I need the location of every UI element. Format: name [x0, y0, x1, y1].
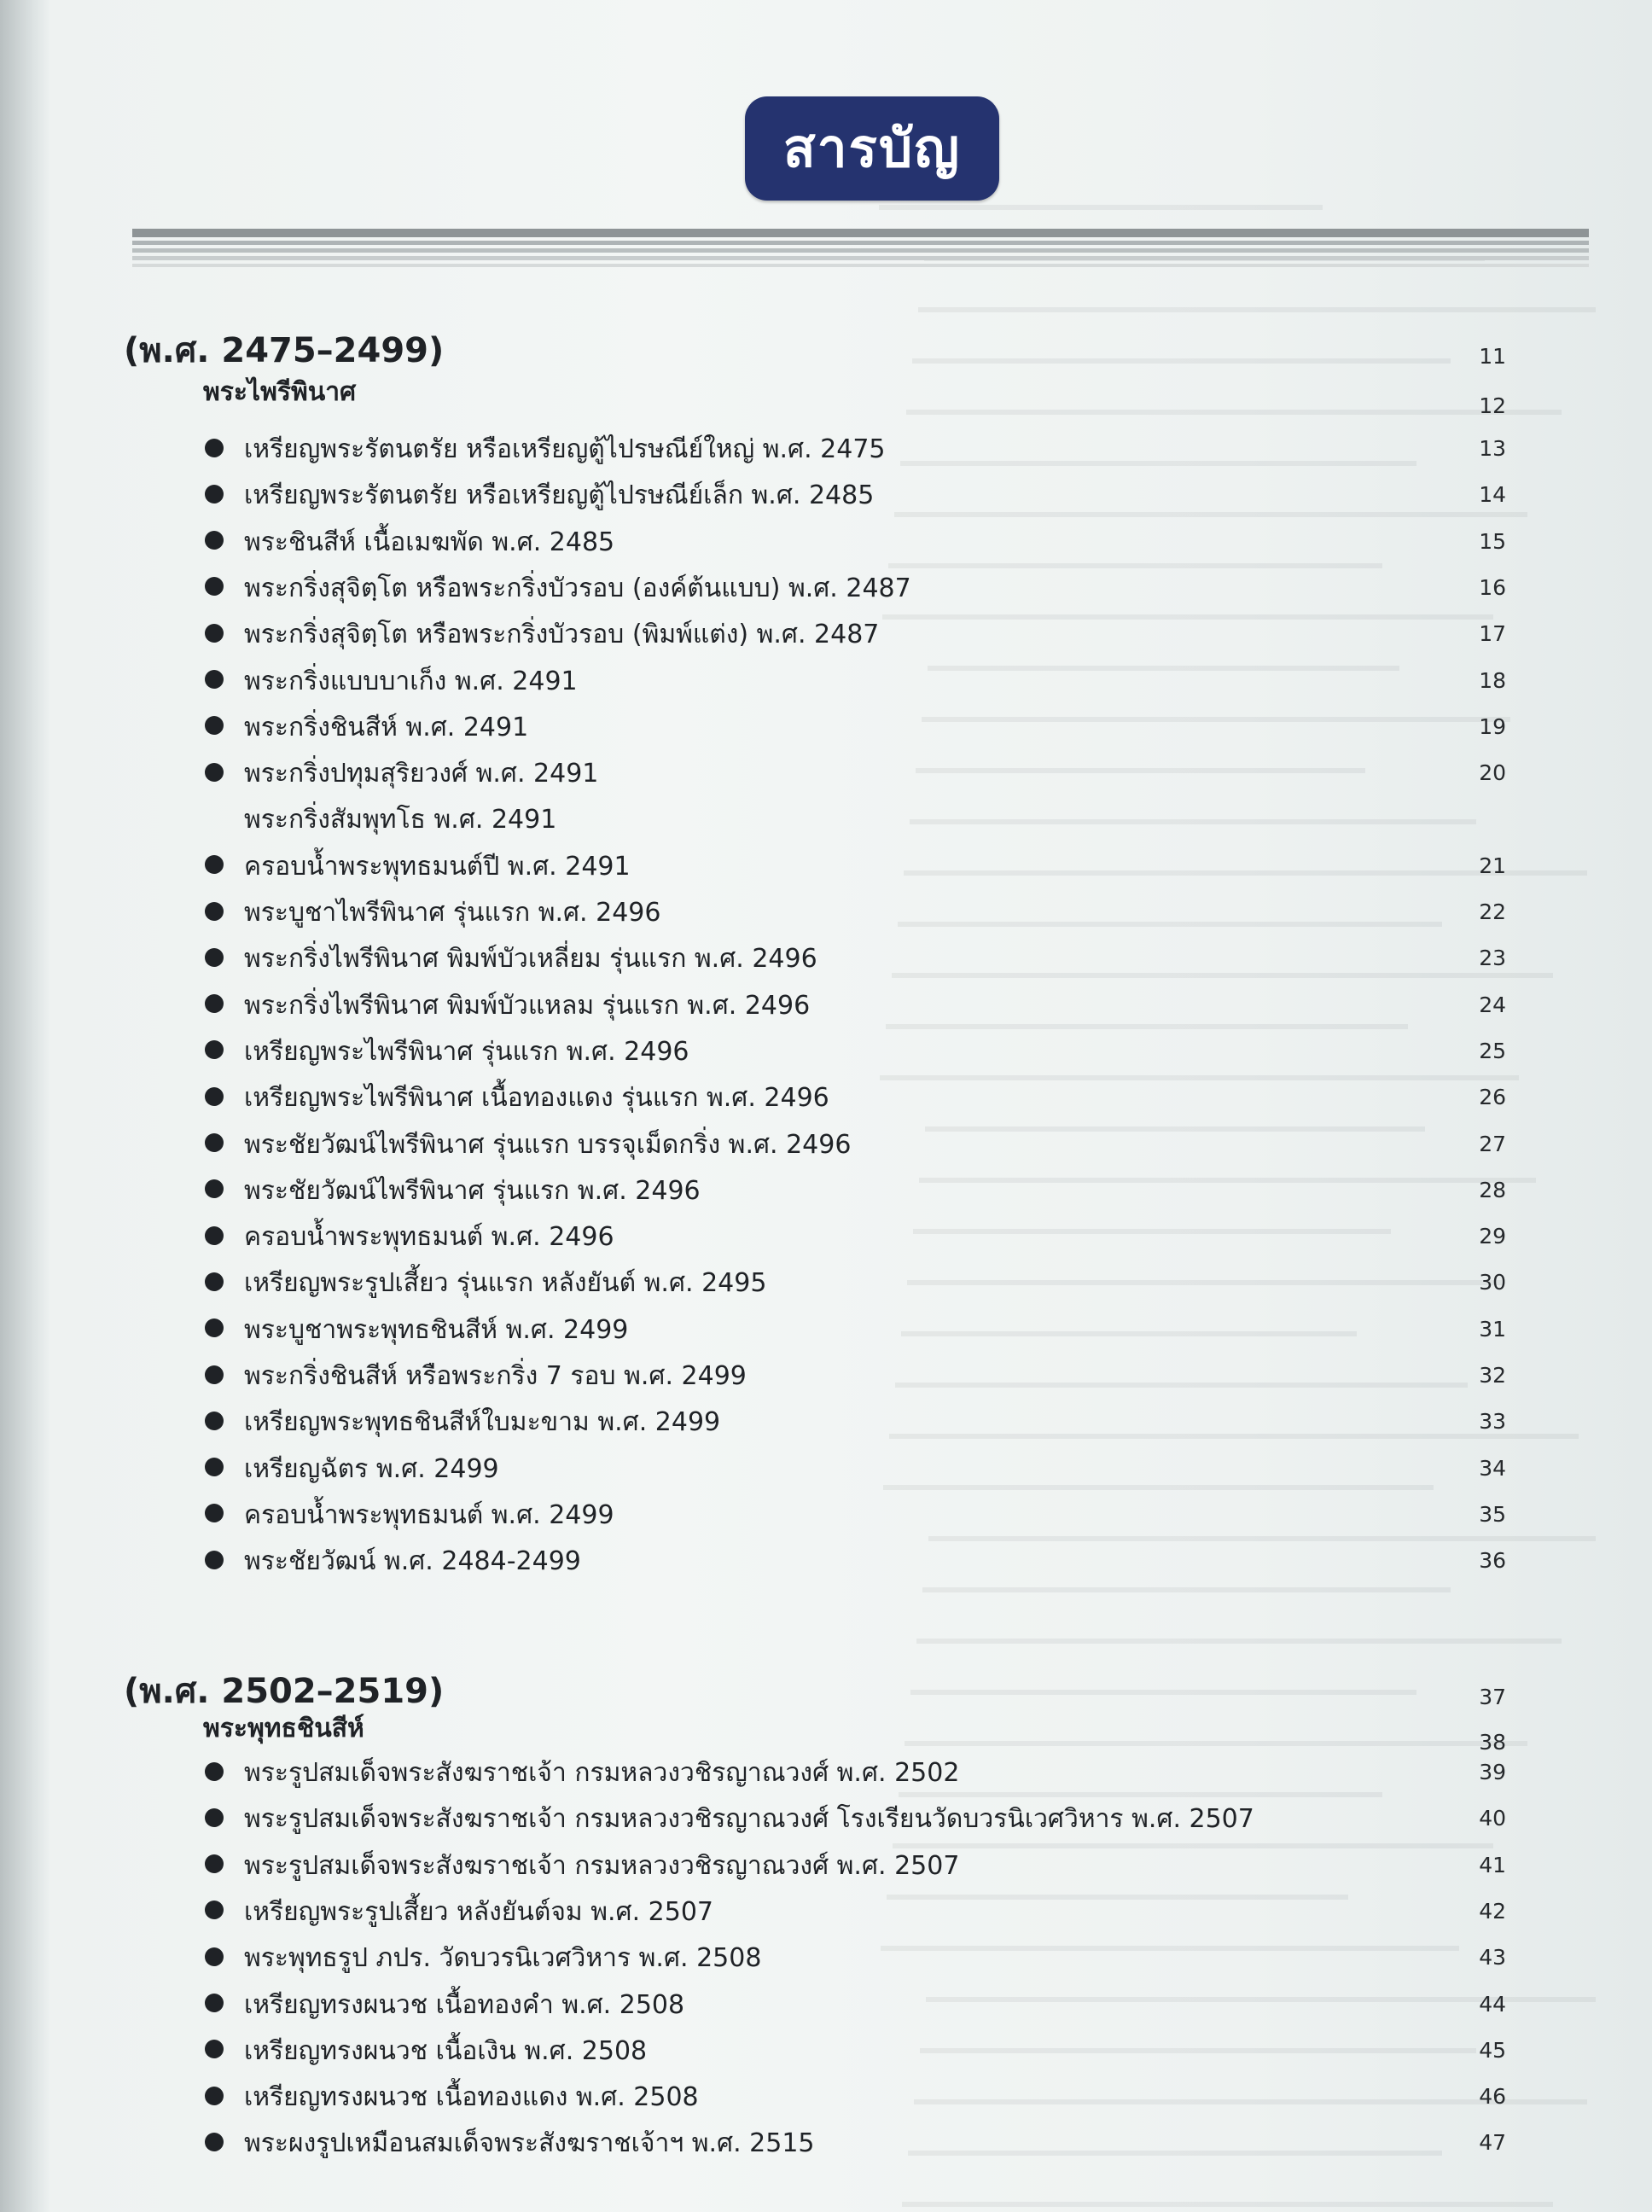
toc-entry: [205, 429, 886, 469]
page-number: 24: [1479, 992, 1506, 1017]
toc-entry: [205, 1846, 959, 1886]
toc-entry: [205, 1217, 614, 1257]
toc-entry-title: พระกริ่งไพรีพินาศ พิมพ์บัวแหลม รุ่นแรก พ.ศ. 2496: [244, 990, 811, 1021]
show-through-line: [892, 947, 1553, 978]
toc-entry-title: ครอบน้ำพระพุทธมนต์ พ.ศ. 2496: [244, 1222, 614, 1253]
page-number: 34: [1479, 1455, 1506, 1481]
toc-entry: [205, 1449, 499, 1489]
show-through-line: [895, 1357, 1468, 1388]
toc-entry: [205, 1938, 761, 1978]
page-number: 42: [1479, 1898, 1506, 1924]
page-number: 30: [1479, 1270, 1506, 1295]
bullet-icon: [205, 1365, 224, 1384]
page-number: 46: [1479, 2084, 1506, 2110]
toc-entry-title: เหรียญพระรูปเสี้ยว หลังยันต์จม พ.ศ. 2507: [244, 1896, 714, 1927]
toc-entry-title: พระกริ่งแบบบาเก็ง พ.ศ. 2491: [244, 666, 578, 696]
toc-entry: [205, 1402, 720, 1442]
bullet-icon: [205, 2133, 224, 2151]
toc-entry-title: พระรูปสมเด็จพระสังฆราชเจ้า กรมหลวงวชิรญาณวงศ์ พ.ศ. 2502: [244, 1758, 960, 1788]
page-number: 20: [1479, 760, 1506, 786]
bullet-icon: [205, 485, 224, 504]
toc-entry-title: ครอบน้ำพระพุทธมนต์ปี พ.ศ. 2491: [244, 851, 631, 882]
page-number: 28: [1479, 1177, 1506, 1202]
show-through-line: [922, 691, 1510, 722]
bullet-icon: [205, 716, 224, 735]
toc-entry: [244, 800, 556, 840]
bullet-icon: [205, 1947, 224, 1966]
toc-entry: [205, 1495, 614, 1535]
page-number: 31: [1479, 1316, 1506, 1342]
toc-entry-title: พระชัยวัฒน์ไพรีพินาศ รุ่นแรก บรรจุเม็ดกริ่ง พ.ศ. 2496: [244, 1129, 852, 1160]
show-through-line: [916, 742, 1365, 773]
toc-entry: [205, 2031, 647, 2071]
page-number: 37: [1479, 1685, 1506, 1709]
toc-entry: [205, 1032, 689, 1072]
page-number: 16: [1479, 574, 1506, 600]
show-through-line: [899, 1767, 1382, 1797]
bullet-icon: [205, 902, 224, 921]
title-badge: [745, 96, 999, 201]
toc-entry: [205, 1078, 829, 1118]
page-number: 26: [1479, 1085, 1506, 1110]
show-through-line: [925, 1101, 1425, 1132]
toc-entry-title: เหรียญพระรูปเสี้ยว รุ่นแรก หลังยันต์ พ.ศ. 2495: [244, 1268, 767, 1299]
bullet-icon: [205, 1854, 224, 1873]
toc-entry: [205, 568, 911, 608]
toc-entry: [205, 2123, 815, 2163]
toc-entry: [205, 661, 578, 701]
toc-entry-title: เหรียญพระรัตนตรัย หรือเหรียญตู้ไปรษณีย์เล็ก พ.ศ. 2485: [244, 480, 875, 511]
toc-entry: [205, 2077, 699, 2117]
toc-entry-title: พระชัยวัฒน์ พ.ศ. 2484-2499: [244, 1546, 581, 1577]
page-number: 21: [1479, 853, 1506, 878]
page-number: 39: [1479, 1760, 1506, 1784]
toc-entry: [205, 1799, 1254, 1839]
section-subheading: พระพุทธชินสีห์: [203, 1714, 364, 1743]
toc-entry: [205, 1356, 747, 1396]
page-number: 14: [1479, 482, 1506, 508]
page-number: 33: [1479, 1409, 1506, 1435]
toc-entry: [205, 893, 660, 933]
toc-entry-title: พระชัยวัฒน์ไพรีพินาศ รุ่นแรก พ.ศ. 2496: [244, 1175, 701, 1206]
section-heading: (พ.ศ. 2475–2499): [124, 331, 445, 370]
page-number: 41: [1479, 1852, 1506, 1877]
toc-entry: [205, 1310, 628, 1350]
page-number: 27: [1479, 1131, 1506, 1156]
bullet-icon: [205, 1318, 224, 1337]
book-binding-shadow: [0, 0, 51, 2212]
toc-entry-title: พระกริ่งสุจิตฺโต หรือพระกริ่งบัวรอบ (พิมพ์แต่ง) พ.ศ. 2487: [244, 620, 880, 650]
show-through-line: [894, 486, 1527, 517]
bullet-icon: [205, 1040, 224, 1059]
page-number: 47: [1479, 2130, 1506, 2156]
bullet-icon: [205, 1994, 224, 2012]
show-through-line: [928, 640, 1399, 671]
toc-entry-title: พระผงรูปเหมือนสมเด็จพระสังฆราชเจ้าฯ พ.ศ. 2515: [244, 2128, 815, 2159]
page-number: 45: [1479, 2037, 1506, 2063]
divider-rule: [132, 264, 1589, 267]
toc-entry-title: พระบูชาไพรีพินาศ รุ่นแรก พ.ศ. 2496: [244, 898, 661, 928]
bullet-icon: [205, 1808, 224, 1827]
toc-entry-title: ครอบน้ำพระพุทธมนต์ พ.ศ. 2499: [244, 1499, 614, 1530]
toc-entry-title: พระกริ่งสุจิตฺโต หรือพระกริ่งบัวรอบ (องค์ต้นแบบ) พ.ศ. 2487: [244, 573, 911, 603]
bullet-icon: [205, 531, 224, 550]
bullet-icon: [205, 994, 224, 1013]
toc-entry-title: เหรียญพระพุทธชินสีห์ใบมะขาม พ.ศ. 2499: [244, 1407, 721, 1438]
show-through-line: [918, 282, 1596, 312]
page-number: 19: [1479, 713, 1506, 739]
toc-entry: [205, 1985, 684, 2025]
toc-entry: [205, 475, 874, 515]
bullet-icon: [205, 1412, 224, 1430]
toc-entry-title: พระชินสีห์ เนื้อเมฆพัด พ.ศ. 2485: [244, 527, 615, 557]
bullet-icon: [205, 1504, 224, 1522]
show-through-line: [900, 435, 1416, 466]
bullet-icon: [205, 1179, 224, 1198]
toc-entry: [205, 1125, 851, 1165]
toc-entry: [205, 1263, 766, 1303]
show-through-line: [888, 538, 1382, 568]
show-through-line: [907, 1254, 1502, 1285]
show-through-line: [916, 1613, 1562, 1644]
toc-entry-title: พระรูปสมเด็จพระสังฆราชเจ้า กรมหลวงวชิรญาณวงศ์ โรงเรียนวัดบวรนิเวศวิหาร พ.ศ. 2507: [244, 1804, 1254, 1835]
show-through-line: [901, 1306, 1357, 1336]
show-through-line: [898, 896, 1442, 927]
toc-entry: [205, 614, 879, 655]
bullet-icon: [205, 1272, 224, 1291]
toc-entry: [205, 1753, 959, 1793]
toc-entry-title: พระบูชาพระพุทธชินสีห์ พ.ศ. 2499: [244, 1314, 629, 1345]
divider-rule: [132, 229, 1589, 237]
page-number: 15: [1479, 528, 1506, 554]
page-number: 23: [1479, 946, 1506, 971]
bullet-icon: [205, 1133, 224, 1152]
toc-entry-title: พระกริ่งชินสีห์ หรือพระกริ่ง 7 รอบ พ.ศ. 2499: [244, 1361, 747, 1391]
show-through-line: [883, 1459, 1434, 1490]
show-through-line: [910, 1664, 1416, 1695]
show-through-line: [902, 2176, 1553, 2207]
bullet-icon: [205, 948, 224, 967]
bullet-icon: [205, 1901, 224, 1919]
bullet-icon: [205, 855, 224, 874]
page-number: 18: [1479, 667, 1506, 693]
toc-entry-title: เหรียญทรงผนวช เนื้อทองคำ พ.ศ. 2508: [244, 1989, 685, 2020]
toc-entry-title: พระกริ่งชินสีห์ พ.ศ. 2491: [244, 712, 529, 742]
show-through-line: [912, 333, 1451, 364]
toc-entry-title: พระกริ่งไพรีพินาศ พิมพ์บัวเหลี่ยม รุ่นแรก พ.ศ. 2496: [244, 944, 817, 975]
show-through-line: [920, 2023, 1476, 2053]
bullet-icon: [205, 439, 224, 457]
toc-entry: [205, 522, 614, 562]
show-through-line: [881, 1920, 1459, 1951]
show-through-line: [919, 1152, 1536, 1183]
page-number: 25: [1479, 1038, 1506, 1063]
page-number: 35: [1479, 1501, 1506, 1527]
toc-entry-title: พระกริ่งสัมพุทโธ พ.ศ. 2491: [244, 805, 557, 835]
toc-entry: [205, 1171, 701, 1211]
toc-entry: [205, 707, 528, 748]
page-number: 40: [1479, 1806, 1506, 1831]
toc-entry: [205, 847, 631, 887]
page-number: 22: [1479, 899, 1506, 924]
toc-entry-title: เหรียญทรงผนวช เนื้อเงิน พ.ศ. 2508: [244, 2035, 648, 2066]
bullet-icon: [205, 1087, 224, 1106]
page-number: 12: [1479, 393, 1506, 418]
show-through-line: [910, 794, 1476, 824]
page-number: 38: [1479, 1730, 1506, 1755]
bullet-icon: [205, 1458, 224, 1476]
page-number: 13: [1479, 436, 1506, 461]
bullet-icon: [205, 577, 224, 596]
show-through-line: [886, 998, 1408, 1029]
section-heading: (พ.ศ. 2502–2519): [124, 1672, 445, 1711]
page-number: 43: [1479, 1945, 1506, 1970]
toc-entry-title: เหรียญพระรัตนตรัย หรือเหรียญตู้ไปรษณีย์ใหญ่ พ.ศ. 2475: [244, 434, 886, 464]
divider-rule: [132, 241, 1589, 245]
toc-entry-title: เหรียญพระไพรีพินาศ เนื้อทองแดง รุ่นแรก พ.ศ. 2496: [244, 1083, 829, 1114]
bullet-icon: [205, 624, 224, 643]
bullet-icon: [205, 1226, 224, 1245]
page-number: 17: [1479, 621, 1506, 647]
toc-entry-title: พระพุทธรูป ภปร. วัดบวรนิเวศวิหาร พ.ศ. 2508: [244, 1943, 762, 1974]
page-title: สารบัญ: [782, 117, 962, 179]
show-through-line: [908, 2125, 1442, 2156]
page-number: 29: [1479, 1224, 1506, 1249]
section-subheading: พระไพรีพินาศ: [203, 377, 357, 407]
page-number: 44: [1479, 1991, 1506, 2017]
divider-rule: [132, 248, 1589, 253]
bullet-icon: [205, 763, 224, 782]
toc-entry-title: เหรียญฉัตร พ.ศ. 2499: [244, 1453, 499, 1484]
bullet-icon: [205, 670, 224, 689]
toc-entry: [205, 939, 817, 979]
page-number: 11: [1479, 344, 1506, 369]
show-through-line: [905, 1715, 1527, 1746]
show-through-line: [880, 1050, 1519, 1080]
bullet-icon: [205, 2040, 224, 2058]
toc-entry-title: พระรูปสมเด็จพระสังฆราชเจ้า กรมหลวงวชิรญาณวงศ์ พ.ศ. 2507: [244, 1850, 960, 1881]
page-number: 36: [1479, 1548, 1506, 1574]
page-number: 32: [1479, 1363, 1506, 1388]
bullet-icon: [205, 2087, 224, 2105]
toc-entry: [205, 986, 810, 1026]
toc-entry: [205, 754, 598, 794]
toc-entry-title: เหรียญทรงผนวช เนื้อทองแดง พ.ศ. 2508: [244, 2082, 699, 2113]
show-through-line: [913, 1203, 1391, 1234]
toc-entry-title: พระกริ่งปทุมสุริยวงศ์ พ.ศ. 2491: [244, 759, 599, 789]
toc-entry-title: เหรียญพระไพรีพินาศ รุ่นแรก พ.ศ. 2496: [244, 1036, 689, 1067]
show-through-line: [882, 589, 1493, 620]
toc-entry: [205, 1541, 581, 1581]
divider-rule: [132, 256, 1589, 260]
show-through-line: [922, 1562, 1451, 1592]
bullet-icon: [205, 1551, 224, 1569]
toc-entry: [205, 1892, 713, 1932]
bullet-icon: [205, 1762, 224, 1781]
